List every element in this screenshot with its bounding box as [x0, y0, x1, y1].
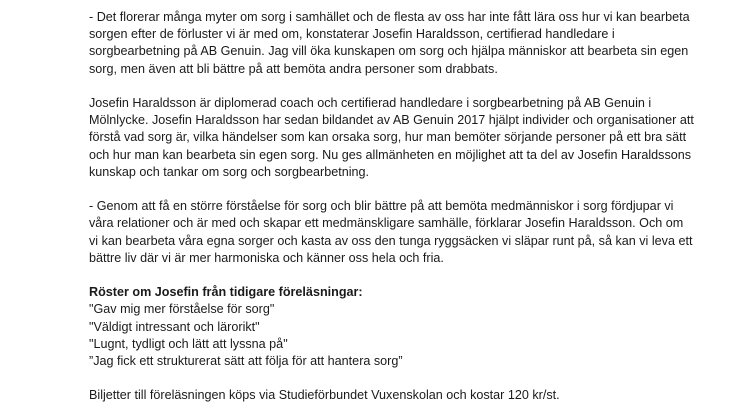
- paragraph-bio: Josefin Haraldsson är diplomerad coach och certifierad handledare i sorgbearbetning på AB Genuin i Mölnlycke. Josefin Haraldsson har sedan bildandet av AB Genuin 2017 hjälpt individer och organisationer att förstå vad sorg är, vilka händelser som kan orsaka sorg, hur man bemöter sörjande personer på ett bra sätt och hur man kan bearbeta sin egen sorg. Nu ges allmänheten en möjlighet att ta del av Josefin Haraldssons kunskap och tankar om sorg och sorgbearbetning.: [89, 96, 694, 179]
- testimonial-quote: "Gav mig mer förståelse för sorg": [89, 302, 275, 317]
- testimonial-quote: "Väldigt intressant och lärorikt": [89, 319, 260, 334]
- paragraph-intro: - Det florerar många myter om sorg i samhället och de flesta av oss har inte fått lära oss hur vi kan bearbeta sorgen efter de förluster vi är med om, konstaterar Josefin Haraldsson, certifierad handledare i sorgbearbetning på AB Genuin. Jag vill öka kunskapen om sorg och hjälpa människor att bearbeta sin egen sorg, men även att bli bättre på att bemöta andra personer som drabbats.: [89, 10, 690, 76]
- paragraph-tickets: Biljetter till föreläsningen köps via Studieförbundet Vuxenskolan och kostar 120 kr/st.: [89, 388, 560, 403]
- paragraph-understanding: - Genom att få en större förståelse för sorg och blir bättre på att bemöta medmänniskor i sorg fördjupar vi våra relationer och är med och skapar ett medmänskligare samhälle, förklarar Josefin Haraldsson. Och om vi kan bearbeta våra egna sorger och kasta av oss den tunga ryggsäcken vi släpar runt på, så kan vi leva ett bättre liv där vi är mer harmoniska och känner oss hela och fria.: [89, 199, 693, 265]
- document-body: [89, 9, 694, 405]
- testimonial-quote: ”Jag fick ett strukturerat sätt att följa för att hantera sorg”: [89, 354, 403, 369]
- testimonial-quote: "Lugnt, tydligt och lätt att lyssna på": [89, 336, 288, 351]
- testimonials-section: [89, 284, 694, 370]
- testimonials-heading: Röster om Josefin från tidigare föreläsningar:: [89, 285, 363, 300]
